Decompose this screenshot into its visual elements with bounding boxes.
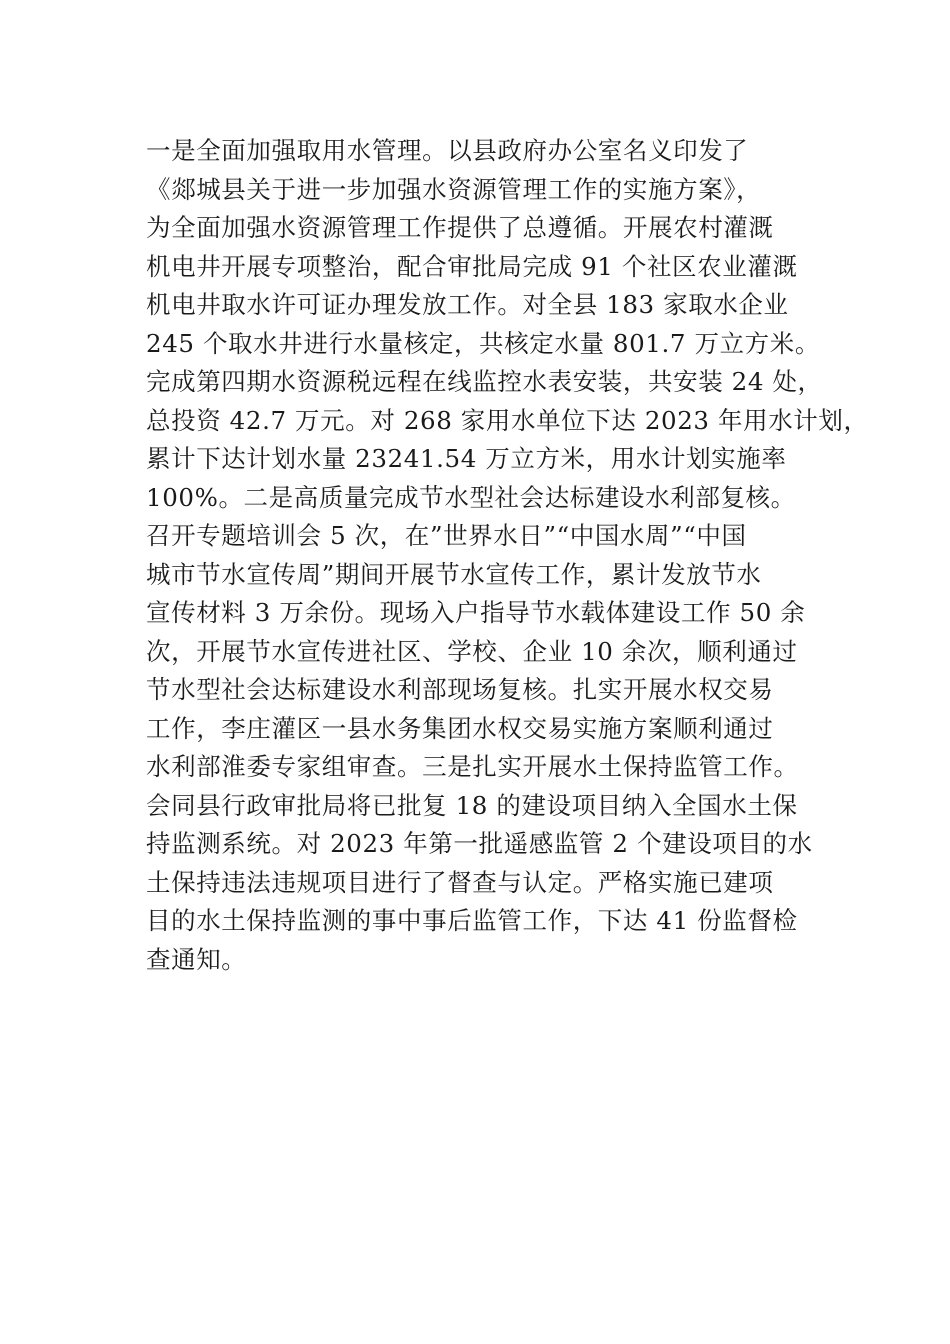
text-line: 土保持违法违规项目进行了督查与认定。严格实施已建项 (146, 867, 774, 897)
text-line: 工作，李庄灌区一县水务集团水权交易实施方案顺利通过 (146, 713, 774, 743)
text-line: 次，开展节水宣传进社区、学校、企业 10 余次，顺利通过 (146, 636, 798, 666)
text-line: 水利部淮委专家组审查。三是扎实开展水土保持监管工作。 (146, 752, 799, 781)
text-line: 机电井取水许可证办理发放工作。对全县 183 家取水企业 (146, 290, 789, 319)
text-line: 100%。二是高质量完成节水型社会达标建设水利部复核。 (146, 482, 796, 512)
text-line: 持监测系统。对 2023 年第一批遥感监管 2 个建设项目的水 (146, 829, 813, 858)
text-line: 为全面加强水资源管理工作提供了总遵循。开展农村灌溉 (146, 213, 774, 242)
text-line: 一是全面加强取用水管理。以县政府办公室名义印发了 (146, 136, 749, 165)
text-line: 目的水土保持监测的事中事后监管工作，下达 41 份监督检 (146, 906, 798, 935)
text-line: 宣传材料 3 万余份。现场入户指导节水载体建设工作 50 余 (146, 598, 806, 627)
text-line: 总投资 42.7 万元。对 268 家用水单位下达 2023 年用水计划， (146, 405, 869, 435)
text-line: 会同县行政审批局将已批复 18 的建设项目纳入全国水土保 (146, 790, 798, 820)
text-line: 机电井开展专项整治，配合审批局完成 91 个社区农业灌溉 (146, 251, 798, 281)
text-line: 245 个取水井进行水量核定，共核定水量 801.7 万立方米。 (146, 328, 820, 358)
text-line: 召开专题培训会 5 次，在”世界水日”“中国水周”“中国 (146, 521, 747, 550)
text-line: 节水型社会达标建设水利部现场复核。扎实开展水权交易 (146, 675, 774, 704)
text-line: 《郯城县关于进一步加强水资源管理工作的实施方案》， (146, 174, 762, 204)
text-line: 查通知。 (146, 944, 247, 974)
body-paragraph (146, 132, 869, 979)
text-line: 城市节水宣传周”期间开展节水宣传工作，累计发放节水 (146, 559, 762, 589)
text-line: 完成第四期水资源税远程在线监控水表安装，共安装 24 处， (146, 367, 823, 396)
text-line: 累计下达计划水量 23241.54 万立方米，用水计划实施率 (146, 444, 787, 473)
